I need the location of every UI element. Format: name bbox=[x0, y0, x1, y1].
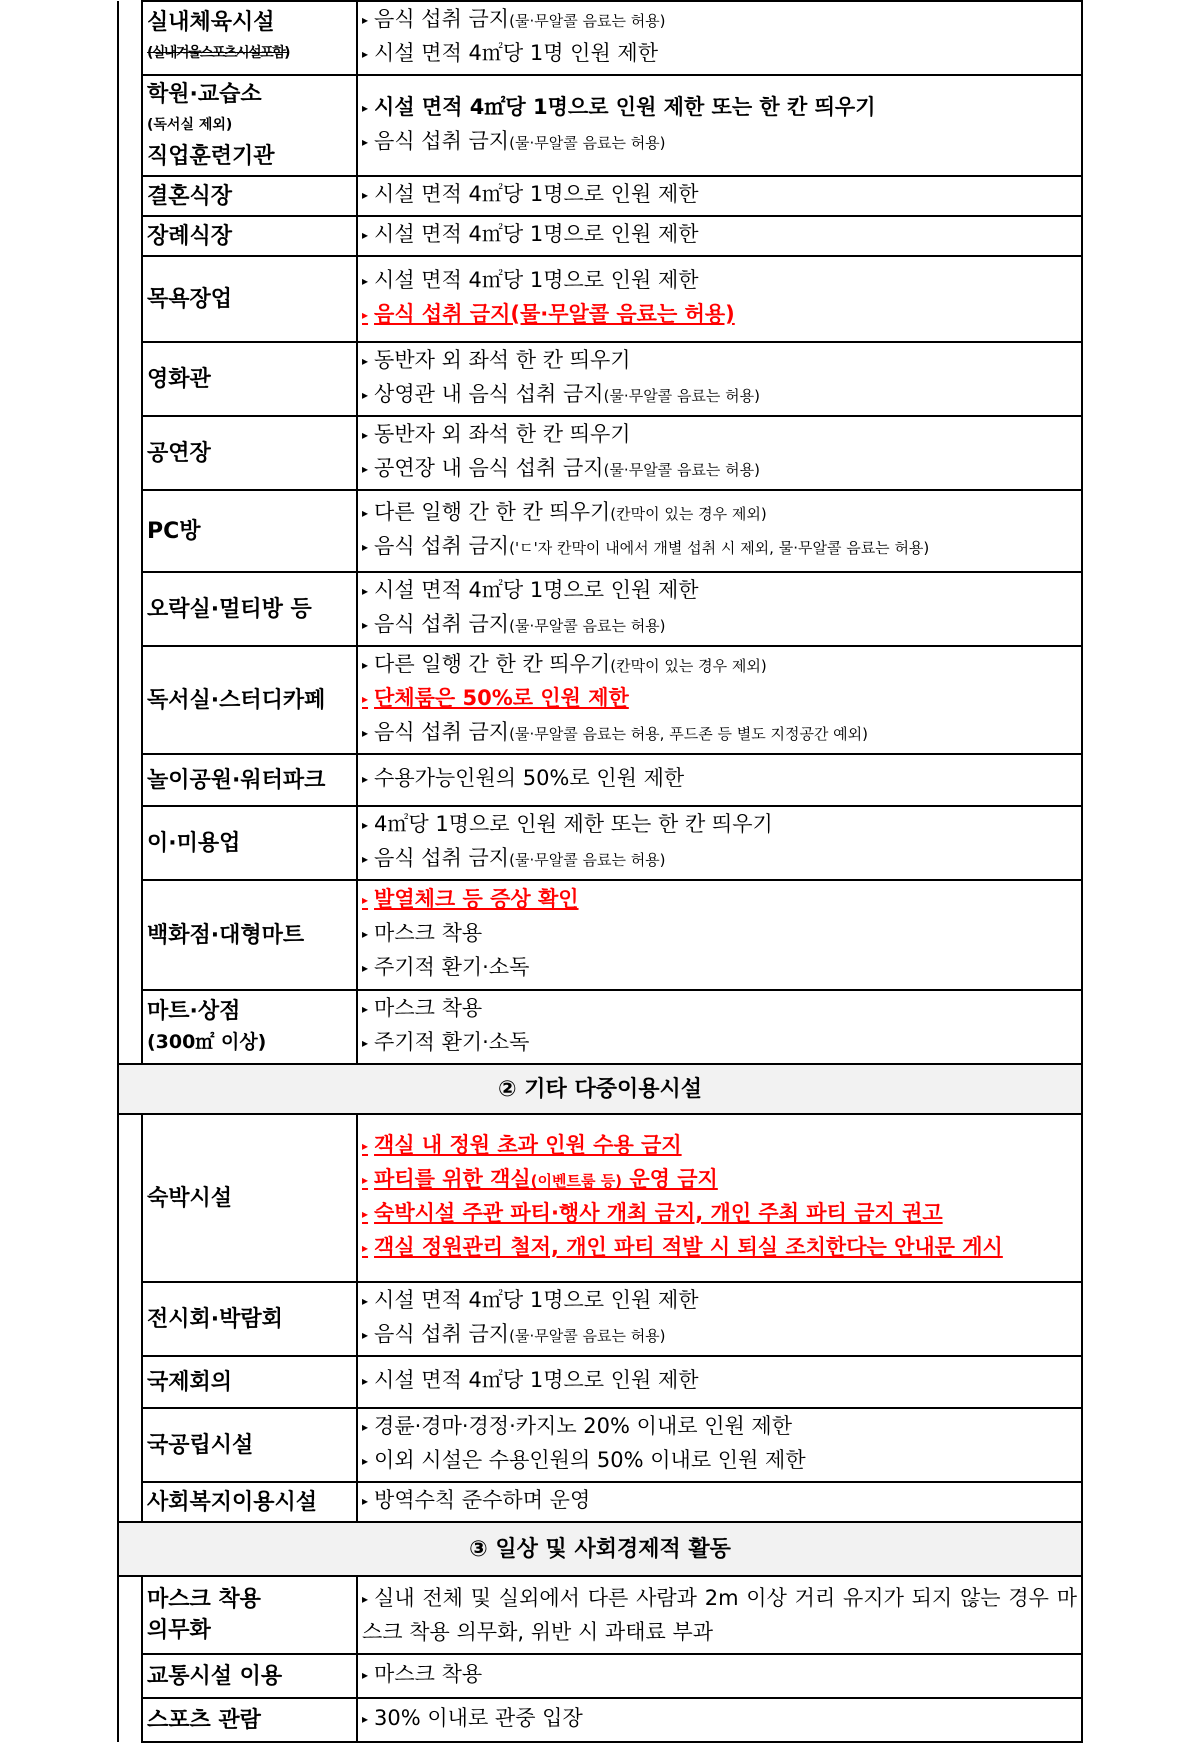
row-wedding bbox=[118, 176, 1082, 216]
rule-cell: ▸ 시설 면적 4㎡당 1명으로 인원 제한 bbox=[357, 1356, 1082, 1408]
facility-name: 영화관 bbox=[142, 342, 357, 416]
row-lodging bbox=[118, 1114, 1082, 1282]
facility-name: 오락실·멀티방 등 bbox=[142, 572, 357, 646]
rule-cell: ▸ 경륜·경마·경정·카지노 20% 이내로 인원 제한 ▸ 이외 시설은 수용인원의 50% 이내로 인원 제한 bbox=[357, 1408, 1082, 1482]
rule-cell: ▸ 마스크 착용 bbox=[357, 1654, 1082, 1698]
facility-name: 목욕장업 bbox=[142, 256, 357, 342]
left-gap-3 bbox=[118, 1576, 142, 1742]
rule-cell: ▸ 4㎡당 1명으로 인원 제한 또는 한 칸 띄우기 ▸ 음식 섭취 금지(물·무알콜 음료는 허용) bbox=[357, 806, 1082, 880]
facility-name: 독서실·스터디카페 bbox=[142, 646, 357, 754]
facility-name: 전시회·박람회 bbox=[142, 1282, 357, 1356]
row-national bbox=[118, 1408, 1082, 1482]
facility-name: 장례식장 bbox=[142, 216, 357, 256]
row-dept bbox=[118, 880, 1082, 990]
left-gap-1 bbox=[118, 1, 142, 1064]
row-game bbox=[118, 572, 1082, 646]
rule-cell: ▸ 다른 일행 간 한 칸 띄우기(칸막이 있는 경우 제외) ▸ 음식 섭취 금지('ㄷ'자 칸막이 내에서 개별 섭취 시 제외, 물·무알콜 음료는 허용) bbox=[357, 490, 1082, 572]
row-welfare bbox=[118, 1482, 1082, 1522]
facility-name: 학원·교습소 (독서실 제외) 직업훈련기관 bbox=[142, 75, 357, 176]
rule-cell: ▸ 동반자 외 좌석 한 칸 띄우기 ▸ 공연장 내 음식 섭취 금지(물·무알콜 음료는 허용) bbox=[357, 416, 1082, 490]
rule-cell: ▸ 방역수칙 준수하며 운영 bbox=[357, 1482, 1082, 1522]
left-gap-2 bbox=[118, 1114, 142, 1522]
section-title: ② 기타 다중이용시설 bbox=[118, 1064, 1082, 1114]
rule-cell: ▸ 마스크 착용 ▸ 주기적 환기·소독 bbox=[357, 990, 1082, 1064]
rule-cell: ▸ 동반자 외 좌석 한 칸 띄우기 ▸ 상영관 내 음식 섭취 금지(물·무알콜 음료는 허용) bbox=[357, 342, 1082, 416]
facility-name: 놀이공원·워터파크 bbox=[142, 754, 357, 806]
facility-name: 스포츠 관람 bbox=[142, 1698, 357, 1742]
facility-name: 마스크 착용 의무화 bbox=[142, 1576, 357, 1654]
row-theater bbox=[118, 416, 1082, 490]
facility-name: 숙박시설 bbox=[142, 1114, 357, 1282]
rule-cell: ▸ 실내 전체 및 실외에서 다른 사람과 2m 이상 거리 유지가 되지 않는 경우 마스크 착용 의무화, 위반 시 과태료 부과 bbox=[357, 1576, 1082, 1654]
facility-name: 마트·상점 (300㎡ 이상) bbox=[142, 990, 357, 1064]
row-study bbox=[118, 646, 1082, 754]
row-expo bbox=[118, 1282, 1082, 1356]
facility-name: 백화점·대형마트 bbox=[142, 880, 357, 990]
facility-name: 국공립시설 bbox=[142, 1408, 357, 1482]
facility-name: 실내체육시설 (실내겨울스포츠시설포함) bbox=[142, 1, 357, 75]
row-transit bbox=[118, 1654, 1082, 1698]
rule-cell: ▸ 시설 면적 4㎡당 1명으로 인원 제한 또는 한 칸 띄우기 ▸ 음식 섭취 금지(물·무알콜 음료는 허용) bbox=[357, 75, 1082, 176]
facility-name: PC방 bbox=[142, 490, 357, 572]
rule-cell: ▸ 객실 내 정원 초과 인원 수용 금지 ▸ 파티를 위한 객실(이벤트룸 등) 운영 금지 ▸ 숙박시설 주관 파티·행사 개최 금지, 개인 주최 파티 금지 권고 ▸ 객실 정원관리 철저, 개인 파티 적발 시 퇴실 조치한다는 안내문 게시 bbox=[357, 1114, 1082, 1282]
facility-name: 교통시설 이용 bbox=[142, 1654, 357, 1698]
facility-name: 이·미용업 bbox=[142, 806, 357, 880]
rule-cell: ▸ 시설 면적 4㎡당 1명으로 인원 제한 ▸ 음식 섭취 금지(물·무알콜 음료는 허용) bbox=[357, 256, 1082, 342]
facility-name: 사회복지이용시설 bbox=[142, 1482, 357, 1522]
rule-cell: ▸ 수용가능인원의 50%로 인원 제한 bbox=[357, 754, 1082, 806]
row-academy bbox=[118, 75, 1082, 176]
rule-cell: ▸ 시설 면적 4㎡당 1명으로 인원 제한 bbox=[357, 216, 1082, 256]
rule-cell: ▸ 다른 일행 간 한 칸 띄우기(칸막이 있는 경우 제외) ▸ 단체룸은 50%로 인원 제한 ▸ 음식 섭취 금지(물·무알콜 음료는 허용, 푸드존 등 별도 지정공간 예외) bbox=[357, 646, 1082, 754]
rule-cell: ▸ 30% 이내로 관중 입장 bbox=[357, 1698, 1082, 1742]
section-header-3 bbox=[118, 1522, 1082, 1576]
row-sports bbox=[118, 1698, 1082, 1742]
row-conf bbox=[118, 1356, 1082, 1408]
row-park bbox=[118, 754, 1082, 806]
rule-cell: ▸ 시설 면적 4㎡당 1명으로 인원 제한 ▸ 음식 섭취 금지(물·무알콜 음료는 허용) bbox=[357, 572, 1082, 646]
row-cinema bbox=[118, 342, 1082, 416]
section-header-2 bbox=[118, 1064, 1082, 1114]
row-beauty bbox=[118, 806, 1082, 880]
rule-cell: ▸ 시설 면적 4㎡당 1명으로 인원 제한 bbox=[357, 176, 1082, 216]
row-mart bbox=[118, 990, 1082, 1064]
row-funeral bbox=[118, 216, 1082, 256]
row-indoor-sports bbox=[118, 1, 1082, 75]
facility-name: 공연장 bbox=[142, 416, 357, 490]
rule-cell: ▸ 발열체크 등 증상 확인 ▸ 마스크 착용 ▸ 주기적 환기·소독 bbox=[357, 880, 1082, 990]
row-pc bbox=[118, 490, 1082, 572]
section-title: ③ 일상 및 사회경제적 활동 bbox=[118, 1522, 1082, 1576]
row-mask bbox=[118, 1576, 1082, 1654]
facility-name: 국제회의 bbox=[142, 1356, 357, 1408]
row-bath bbox=[118, 256, 1082, 342]
rule-cell: ▸ 음식 섭취 금지(물·무알콜 음료는 허용) ▸ 시설 면적 4㎡당 1명 인원 제한 bbox=[357, 1, 1082, 75]
measures-table bbox=[117, 0, 1083, 1743]
rule-cell: ▸ 시설 면적 4㎡당 1명으로 인원 제한 ▸ 음식 섭취 금지(물·무알콜 음료는 허용) bbox=[357, 1282, 1082, 1356]
facility-name: 결혼식장 bbox=[142, 176, 357, 216]
